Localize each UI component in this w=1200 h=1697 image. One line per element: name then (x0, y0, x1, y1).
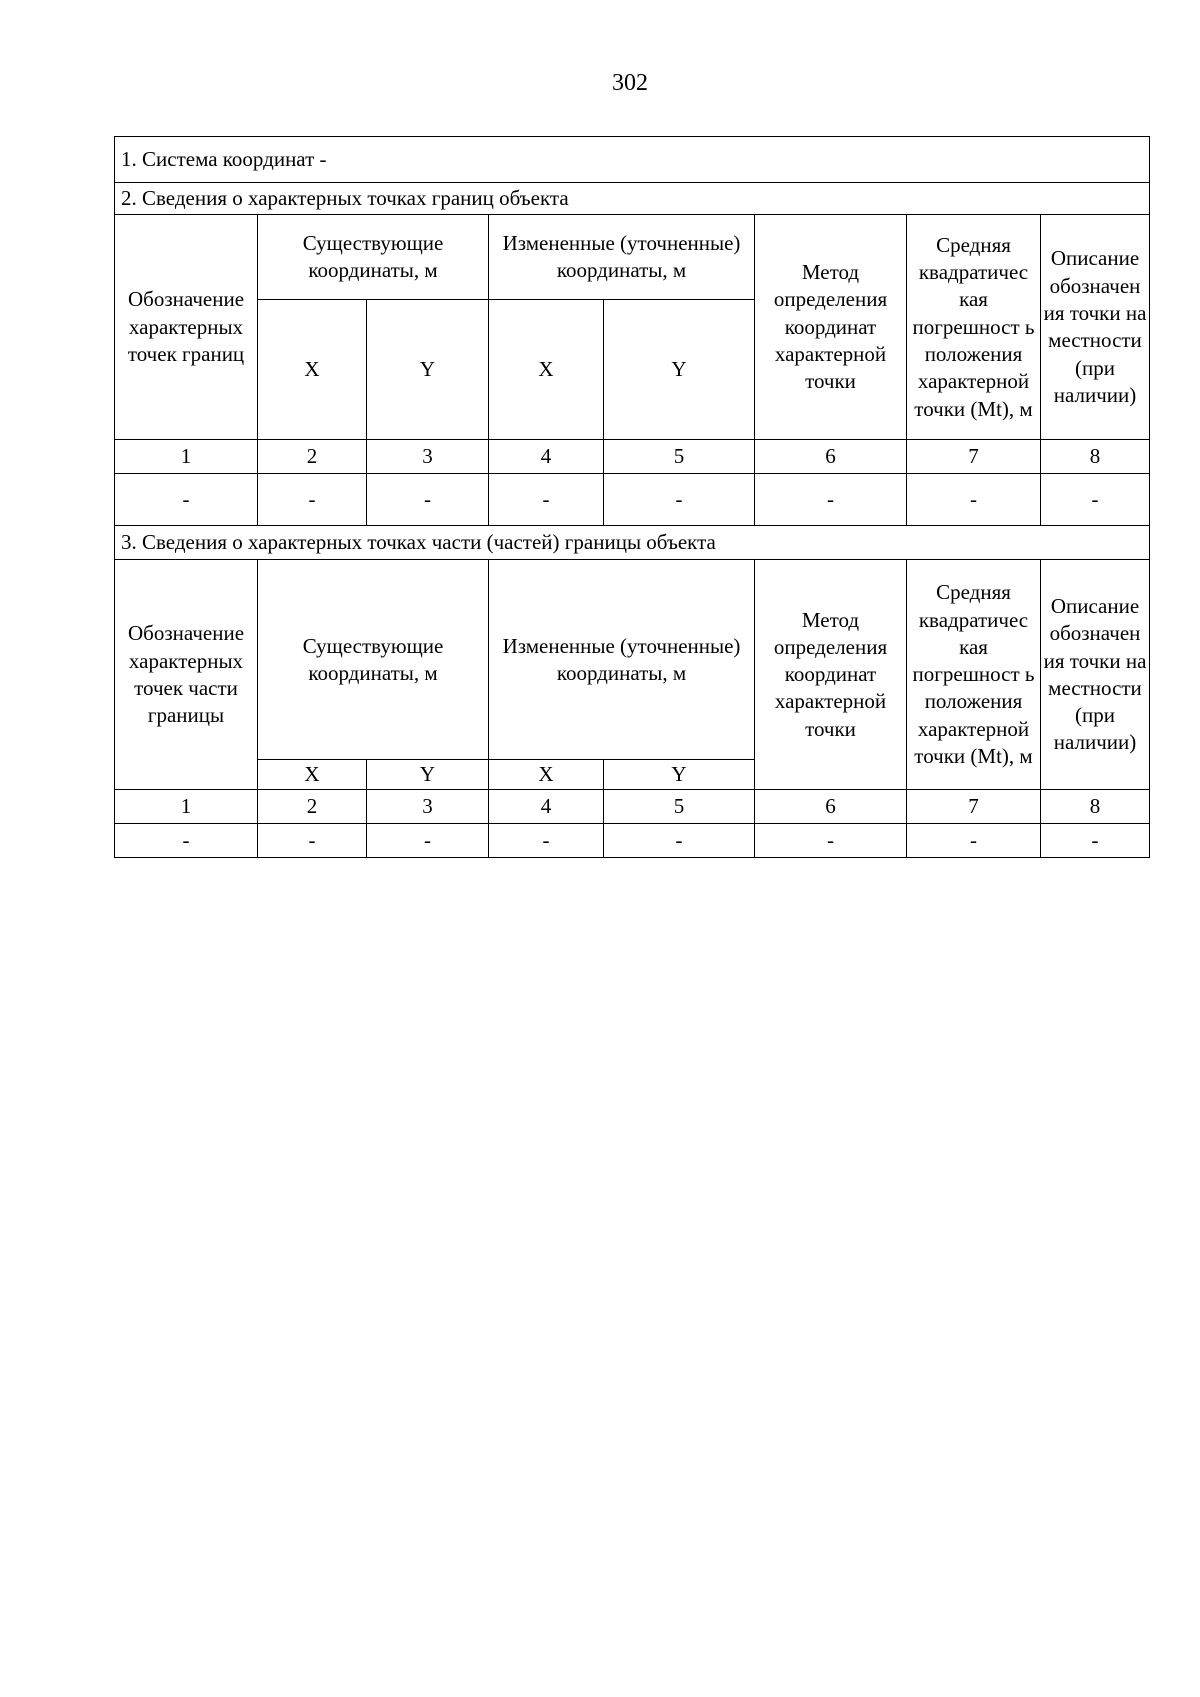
s2-col-number: 5 (604, 440, 755, 474)
s3-x-changed-header: X (489, 760, 604, 790)
s3-changed-header: Измененные (уточненные) координаты, м (489, 560, 755, 760)
s2-x-changed-header: X (489, 300, 604, 440)
s2-col-number: 7 (907, 440, 1041, 474)
table-row (115, 474, 1150, 526)
s3-col-number: 2 (258, 790, 367, 824)
s2-error-header: Средняя квадратичес кая погрешност ь положения характерной точки (Mt), м (907, 215, 1041, 440)
section3-row (115, 526, 1150, 560)
s2-col-number: 4 (489, 440, 604, 474)
s2-method-header: Метод определения координат характерной точки (755, 215, 907, 440)
page-number: 302 (612, 70, 648, 96)
s2-y-changed-header: Y (604, 300, 755, 440)
s3-cell: - (367, 824, 489, 858)
s3-col-number: 3 (367, 790, 489, 824)
s3-error-header: Средняя квадратичес кая погрешност ь положения характерной точки (Mt), м (907, 560, 1041, 790)
s3-x-existing-header: X (258, 760, 367, 790)
s3-y-changed-header: Y (604, 760, 755, 790)
s3-cell: - (489, 824, 604, 858)
s3-cell: - (604, 824, 755, 858)
s3-cell: - (1041, 824, 1150, 858)
s3-existing-header: Существующие координаты, м (258, 560, 489, 760)
s3-description-header: Описание обозначен ия точки на местности (при наличии) (1041, 560, 1150, 790)
s2-col-number: 8 (1041, 440, 1150, 474)
s2-cell: - (258, 474, 367, 526)
s3-cell: - (755, 824, 907, 858)
s2-description-header: Описание обозначен ия точки на местности (при наличии) (1041, 215, 1150, 440)
s3-col-number: 8 (1041, 790, 1150, 824)
section2-number-row (115, 440, 1150, 474)
s3-col-number: 1 (115, 790, 258, 824)
s3-y-existing-header: Y (367, 760, 489, 790)
s2-y-existing-header: Y (367, 300, 489, 440)
s3-col-number: 4 (489, 790, 604, 824)
s2-cell: - (489, 474, 604, 526)
s2-cell: - (367, 474, 489, 526)
s3-col-number: 7 (907, 790, 1041, 824)
s3-cell: - (115, 824, 258, 858)
s2-cell: - (1041, 474, 1150, 526)
s2-cell: - (907, 474, 1041, 526)
s3-col-number: 6 (755, 790, 907, 824)
s2-col-number: 3 (367, 440, 489, 474)
section2-header-row (115, 215, 1150, 300)
s3-cell: - (258, 824, 367, 858)
s2-cell: - (604, 474, 755, 526)
s2-changed-header: Измененные (уточненные) координаты, м (489, 215, 755, 300)
s2-col-number: 2 (258, 440, 367, 474)
s2-designation-header: Обозначение характерных точек границ (115, 215, 258, 440)
coordinates-form-table (114, 136, 1150, 858)
table-row (115, 824, 1150, 858)
section1-row (115, 137, 1150, 183)
s3-cell: - (907, 824, 1041, 858)
s2-col-number: 6 (755, 440, 907, 474)
section2-title: 2. Сведения о характерных точках границ объекта (115, 183, 1150, 215)
s3-designation-header: Обозначение характерных точек части границы (115, 560, 258, 790)
s3-col-number: 5 (604, 790, 755, 824)
s2-col-number: 1 (115, 440, 258, 474)
section2-row (115, 183, 1150, 215)
s2-cell: - (755, 474, 907, 526)
s3-method-header: Метод определения координат характерной точки (755, 560, 907, 790)
section3-title: 3. Сведения о характерных точках части (частей) границы объекта (115, 526, 1150, 560)
section1-title: 1. Система координат - (115, 137, 1150, 183)
section3-number-row (115, 790, 1150, 824)
section3-header-row (115, 560, 1150, 760)
s2-x-existing-header: X (258, 300, 367, 440)
s2-existing-header: Существующие координаты, м (258, 215, 489, 300)
s2-cell: - (115, 474, 258, 526)
